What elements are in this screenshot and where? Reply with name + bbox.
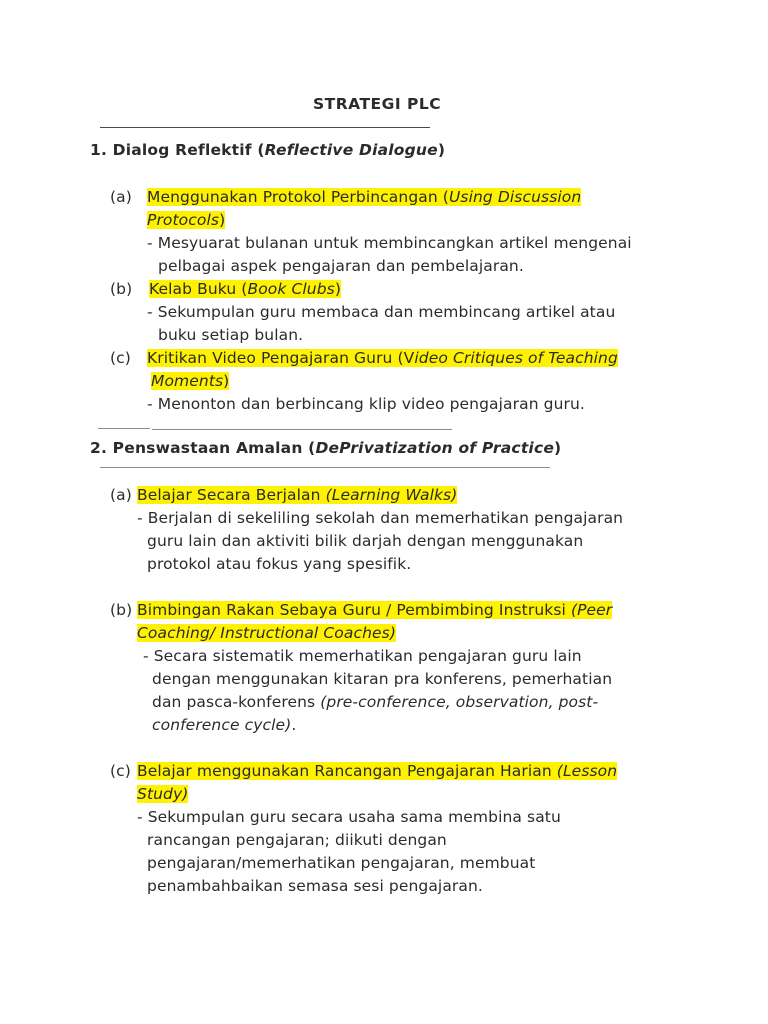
item-2b-title: Bimbingan Rakan Sebaya Guru / Pembimbing Instruksi (Peer xyxy=(137,601,613,619)
item-2b-desc: dengan menggunakan kitaran pra konferens, pemerhatian xyxy=(152,670,613,688)
item-1b-desc: buku setiap bulan. xyxy=(158,326,304,344)
item-1a-desc: pelbagai aspek pengajaran dan pembelajaran. xyxy=(158,257,524,275)
item-2c-title: Belajar menggunakan Rancangan Pengajaran Harian (Lesson xyxy=(137,762,618,780)
item-2a-marker: (a) xyxy=(110,486,132,504)
item-1a-desc: - Mesyuarat bulanan untuk membincangkan artikel mengenai xyxy=(147,234,632,252)
item-2b-desc: dan pasca-konferens (pre-conference, observation, post- xyxy=(152,693,599,711)
item-1b-title: Kelab Buku (Book Clubs) xyxy=(149,280,341,298)
item-1b-marker: (b) xyxy=(110,280,133,298)
page-title: STRATEGI PLC xyxy=(313,95,442,113)
item-1c-desc: - Menonton dan berbincang klip video pengajaran guru. xyxy=(147,395,585,413)
item-2c-marker: (c) xyxy=(110,762,131,780)
section-2-heading: 2. Penswastaan Amalan (DePrivatization of Practice) xyxy=(90,439,562,457)
section-1-heading: 1. Dialog Reflektif (Reflective Dialogue) xyxy=(90,141,446,159)
item-2c-desc: rancangan pengajaran; diikuti dengan xyxy=(147,831,447,849)
section-2-divider-bottom xyxy=(100,467,550,468)
item-2a-desc: - Berjalan di sekeliling sekolah dan memerhatikan pengajaran xyxy=(137,509,624,527)
item-2c-desc: pengajaran/memerhatikan pengajaran, membuat xyxy=(147,854,536,872)
section-2-divider-top xyxy=(152,429,452,430)
item-1a-marker: (a) xyxy=(110,188,132,206)
item-1c-marker: (c) xyxy=(110,349,131,367)
item-2a-title: Belajar Secara Berjalan (Learning Walks) xyxy=(137,486,458,504)
item-2b-marker: (b) xyxy=(110,601,133,619)
item-1c-title: Kritikan Video Pengajaran Guru (Video Critiques of Teaching xyxy=(147,349,618,367)
item-2c-desc: penambahbaikan semasa sesi pengajaran. xyxy=(147,877,483,895)
item-1c-title-cont: Moments) xyxy=(151,372,230,390)
item-2c-title-cont: Study) xyxy=(137,785,189,803)
section-2-divider-left xyxy=(98,428,150,429)
title-divider xyxy=(100,127,430,128)
item-2b-title-cont: Coaching/ Instructional Coaches) xyxy=(137,624,396,642)
item-2a-desc: guru lain dan aktiviti bilik darjah dengan menggunakan xyxy=(147,532,584,550)
item-2b-desc: - Secara sistematik memerhatikan pengajaran guru lain xyxy=(143,647,582,665)
item-2a-desc: protokol atau fokus yang spesifik. xyxy=(147,555,412,573)
item-1a-title-cont: Protocols) xyxy=(147,211,226,229)
item-2c-desc: - Sekumpulan guru secara usaha sama membina satu xyxy=(137,808,561,826)
item-1a-title: Menggunakan Protokol Perbincangan (Using Discussion xyxy=(147,188,582,206)
item-1b-desc: - Sekumpulan guru membaca dan membincang artikel atau xyxy=(147,303,616,321)
item-2b-desc: conference cycle). xyxy=(152,716,297,734)
